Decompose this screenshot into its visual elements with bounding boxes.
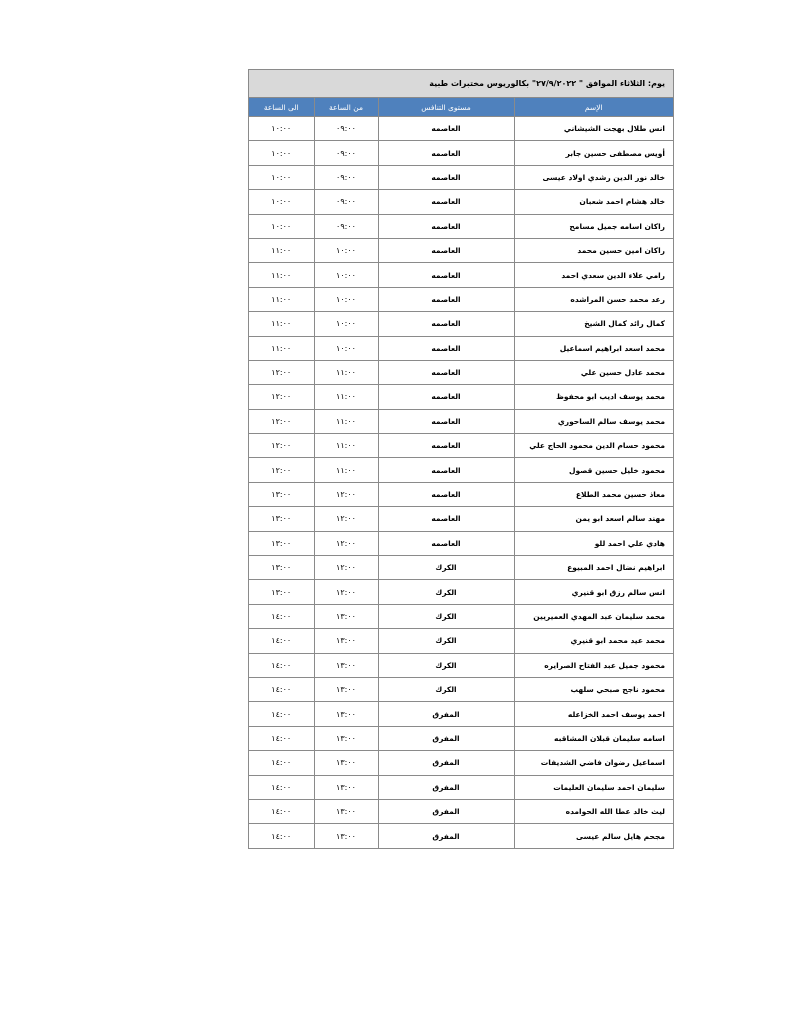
table-row	[249, 531, 673, 555]
header-to: الى الساعة	[249, 98, 314, 117]
cell-from: ١٣:٠٠	[314, 629, 378, 653]
cell-from: ٠٩:٠٠	[314, 214, 378, 238]
cell-to: ١٠:٠٠	[249, 117, 314, 141]
cell-name: خالد نور الدين رشدي اولاد عيسى	[514, 165, 673, 189]
cell-to: ١٠:٠٠	[249, 141, 314, 165]
header-name: الإسم	[514, 98, 673, 117]
table-body	[249, 117, 673, 848]
table-row	[249, 190, 673, 214]
cell-from: ١٣:٠٠	[314, 604, 378, 628]
cell-from: ١٠:٠٠	[314, 336, 378, 360]
cell-name: محمود جميل عبد الفتاح الصرايره	[514, 653, 673, 677]
header-level: مستوى التنافس	[378, 98, 514, 117]
cell-name: محمد اسعد ابراهيم اسماعيل	[514, 336, 673, 360]
cell-level: العاصمه	[378, 336, 514, 360]
table-row	[249, 507, 673, 531]
cell-to: ١٠:٠٠	[249, 214, 314, 238]
cell-level: العاصمه	[378, 312, 514, 336]
table-row	[249, 434, 673, 458]
sheet-title: يوم: الثلاثاء الموافق " ٢٧/٩/٢٠٢٢" بكالوريوس مختبرات طبية	[249, 70, 673, 98]
cell-level: العاصمه	[378, 214, 514, 238]
cell-from: ١٣:٠٠	[314, 702, 378, 726]
cell-level: العاصمه	[378, 190, 514, 214]
cell-level: العاصمه	[378, 165, 514, 189]
cell-from: ١٠:٠٠	[314, 238, 378, 262]
cell-to: ١٠:٠٠	[249, 190, 314, 214]
table-row	[249, 653, 673, 677]
table-row	[249, 409, 673, 433]
cell-name: اسماعيل رضوان فاضي الشديفات	[514, 751, 673, 775]
cell-to: ١٢:٠٠	[249, 385, 314, 409]
cell-name: كمال رائد كمال الشيخ	[514, 312, 673, 336]
cell-from: ١٣:٠٠	[314, 726, 378, 750]
cell-from: ١٢:٠٠	[314, 556, 378, 580]
table-row	[249, 287, 673, 311]
cell-name: مهند سالم اسعد ابو يمن	[514, 507, 673, 531]
cell-to: ١٣:٠٠	[249, 580, 314, 604]
table-row	[249, 580, 673, 604]
cell-name: محمد سليمان عبد المهدي العميريين	[514, 604, 673, 628]
cell-to: ١١:٠٠	[249, 312, 314, 336]
cell-from: ١٢:٠٠	[314, 531, 378, 555]
cell-level: العاصمه	[378, 482, 514, 506]
cell-level: المفرق	[378, 726, 514, 750]
cell-name: محمود خليل حسين قصول	[514, 458, 673, 482]
cell-level: المفرق	[378, 775, 514, 799]
cell-to: ١٢:٠٠	[249, 458, 314, 482]
cell-to: ١٤:٠٠	[249, 677, 314, 701]
cell-from: ١٢:٠٠	[314, 580, 378, 604]
cell-from: ١٣:٠٠	[314, 824, 378, 848]
cell-level: العاصمه	[378, 409, 514, 433]
cell-name: مجحم هايل سالم عيسى	[514, 824, 673, 848]
cell-from: ٠٩:٠٠	[314, 117, 378, 141]
cell-level: العاصمه	[378, 385, 514, 409]
cell-name: أويس مصطفى حسين جابر	[514, 141, 673, 165]
cell-to: ١٣:٠٠	[249, 531, 314, 555]
cell-level: الكرك	[378, 653, 514, 677]
cell-from: ١١:٠٠	[314, 360, 378, 384]
cell-to: ١١:٠٠	[249, 238, 314, 262]
table-row	[249, 336, 673, 360]
cell-name: اسامه سليمان قبلان المشاقبه	[514, 726, 673, 750]
cell-from: ١٠:٠٠	[314, 312, 378, 336]
cell-to: ١١:٠٠	[249, 336, 314, 360]
cell-to: ١٤:٠٠	[249, 799, 314, 823]
cell-to: ١٣:٠٠	[249, 482, 314, 506]
cell-name: محمد عيد محمد ابو قنيري	[514, 629, 673, 653]
cell-level: العاصمه	[378, 360, 514, 384]
cell-level: الكرك	[378, 556, 514, 580]
cell-from: ١٣:٠٠	[314, 775, 378, 799]
cell-name: خالد هشام احمد شعبان	[514, 190, 673, 214]
cell-level: العاصمه	[378, 434, 514, 458]
cell-name: راكان امين حسين محمد	[514, 238, 673, 262]
cell-from: ١٠:٠٠	[314, 263, 378, 287]
cell-to: ١٤:٠٠	[249, 629, 314, 653]
cell-to: ١٤:٠٠	[249, 775, 314, 799]
cell-from: ٠٩:٠٠	[314, 190, 378, 214]
cell-from: ١١:٠٠	[314, 409, 378, 433]
cell-name: محمد يوسف سالم الساحوري	[514, 409, 673, 433]
cell-level: المفرق	[378, 824, 514, 848]
cell-level: العاصمه	[378, 458, 514, 482]
cell-name: انس طلال بهجت الشيشاني	[514, 117, 673, 141]
cell-level: العاصمه	[378, 141, 514, 165]
cell-from: ١٢:٠٠	[314, 507, 378, 531]
cell-level: الكرك	[378, 677, 514, 701]
cell-from: ١١:٠٠	[314, 385, 378, 409]
cell-from: ١٣:٠٠	[314, 677, 378, 701]
table-row	[249, 458, 673, 482]
schedule-table	[249, 98, 673, 848]
cell-level: الكرك	[378, 604, 514, 628]
table-row	[249, 824, 673, 848]
cell-level: العاصمه	[378, 287, 514, 311]
schedule-sheet	[248, 69, 674, 849]
cell-level: المفرق	[378, 702, 514, 726]
cell-name: راكان اسامه جميل مسامح	[514, 214, 673, 238]
cell-from: ٠٩:٠٠	[314, 165, 378, 189]
table-row	[249, 165, 673, 189]
table-row	[249, 556, 673, 580]
header-from: من الساعة	[314, 98, 378, 117]
cell-to: ١٢:٠٠	[249, 409, 314, 433]
cell-to: ١٢:٠٠	[249, 434, 314, 458]
table-row	[249, 385, 673, 409]
cell-level: المفرق	[378, 751, 514, 775]
cell-from: ٠٩:٠٠	[314, 141, 378, 165]
cell-from: ١٢:٠٠	[314, 482, 378, 506]
table-row	[249, 726, 673, 750]
cell-level: العاصمه	[378, 117, 514, 141]
cell-from: ١٠:٠٠	[314, 287, 378, 311]
cell-name: محمود ناجح صبحي سلهب	[514, 677, 673, 701]
cell-name: ليث خالد عطا الله الحوامده	[514, 799, 673, 823]
cell-to: ١٤:٠٠	[249, 751, 314, 775]
cell-level: الكرك	[378, 629, 514, 653]
table-row	[249, 604, 673, 628]
cell-to: ١٤:٠٠	[249, 604, 314, 628]
table-row	[249, 312, 673, 336]
cell-to: ١٤:٠٠	[249, 726, 314, 750]
table-row	[249, 799, 673, 823]
cell-name: احمد يوسف احمد الخزاعله	[514, 702, 673, 726]
cell-to: ١٤:٠٠	[271, 831, 292, 841]
table-row	[249, 263, 673, 287]
cell-name: ابراهيم نضال احمد المبيوع	[514, 556, 673, 580]
table-row	[249, 629, 673, 653]
table-row	[249, 360, 673, 384]
cell-name: محمد عادل حسين علي	[514, 360, 673, 384]
cell-name: رامي علاء الدين سعدي احمد	[514, 263, 673, 287]
cell-name: سليمان احمد سليمان العليمات	[514, 775, 673, 799]
cell-from: ١١:٠٠	[314, 458, 378, 482]
table-row	[249, 117, 673, 141]
table-row	[249, 677, 673, 701]
cell-from: ١٣:٠٠	[314, 751, 378, 775]
cell-level: العاصمه	[378, 507, 514, 531]
table-row	[249, 238, 673, 262]
cell-name: محمود حسام الدين محمود الحاج علي	[514, 434, 673, 458]
cell-name: انس سالم رزق ابو قنيري	[514, 580, 673, 604]
table-row	[249, 751, 673, 775]
cell-level: العاصمه	[378, 263, 514, 287]
cell-name: هادي علي احمد للو	[514, 531, 673, 555]
cell-name: معاذ حسين محمد الطلاع	[514, 482, 673, 506]
cell-to: ١٤:٠٠	[249, 702, 314, 726]
cell-from: ١٣:٠٠	[314, 799, 378, 823]
cell-to: ١٣:٠٠	[249, 507, 314, 531]
table-row	[249, 141, 673, 165]
cell-to: ١٠:٠٠	[249, 165, 314, 189]
cell-level: العاصمه	[378, 238, 514, 262]
cell-to: ١١:٠٠	[249, 287, 314, 311]
cell-from: ١١:٠٠	[314, 434, 378, 458]
cell-name: محمد يوسف اديب ابو محفوظ	[514, 385, 673, 409]
cell-to: ١٣:٠٠	[249, 556, 314, 580]
header-row	[249, 98, 673, 117]
cell-to: ١٤:٠٠	[249, 653, 314, 677]
cell-to: ١١:٠٠	[249, 263, 314, 287]
cell-name: رعد محمد حسن المراشده	[514, 287, 673, 311]
table-row	[249, 214, 673, 238]
cell-level: المفرق	[378, 799, 514, 823]
cell-from: ١٣:٠٠	[314, 653, 378, 677]
table-row	[249, 775, 673, 799]
cell-to: ١٢:٠٠	[249, 360, 314, 384]
cell-level: الكرك	[378, 580, 514, 604]
table-row	[249, 702, 673, 726]
cell-level: العاصمه	[378, 531, 514, 555]
table-row	[249, 482, 673, 506]
